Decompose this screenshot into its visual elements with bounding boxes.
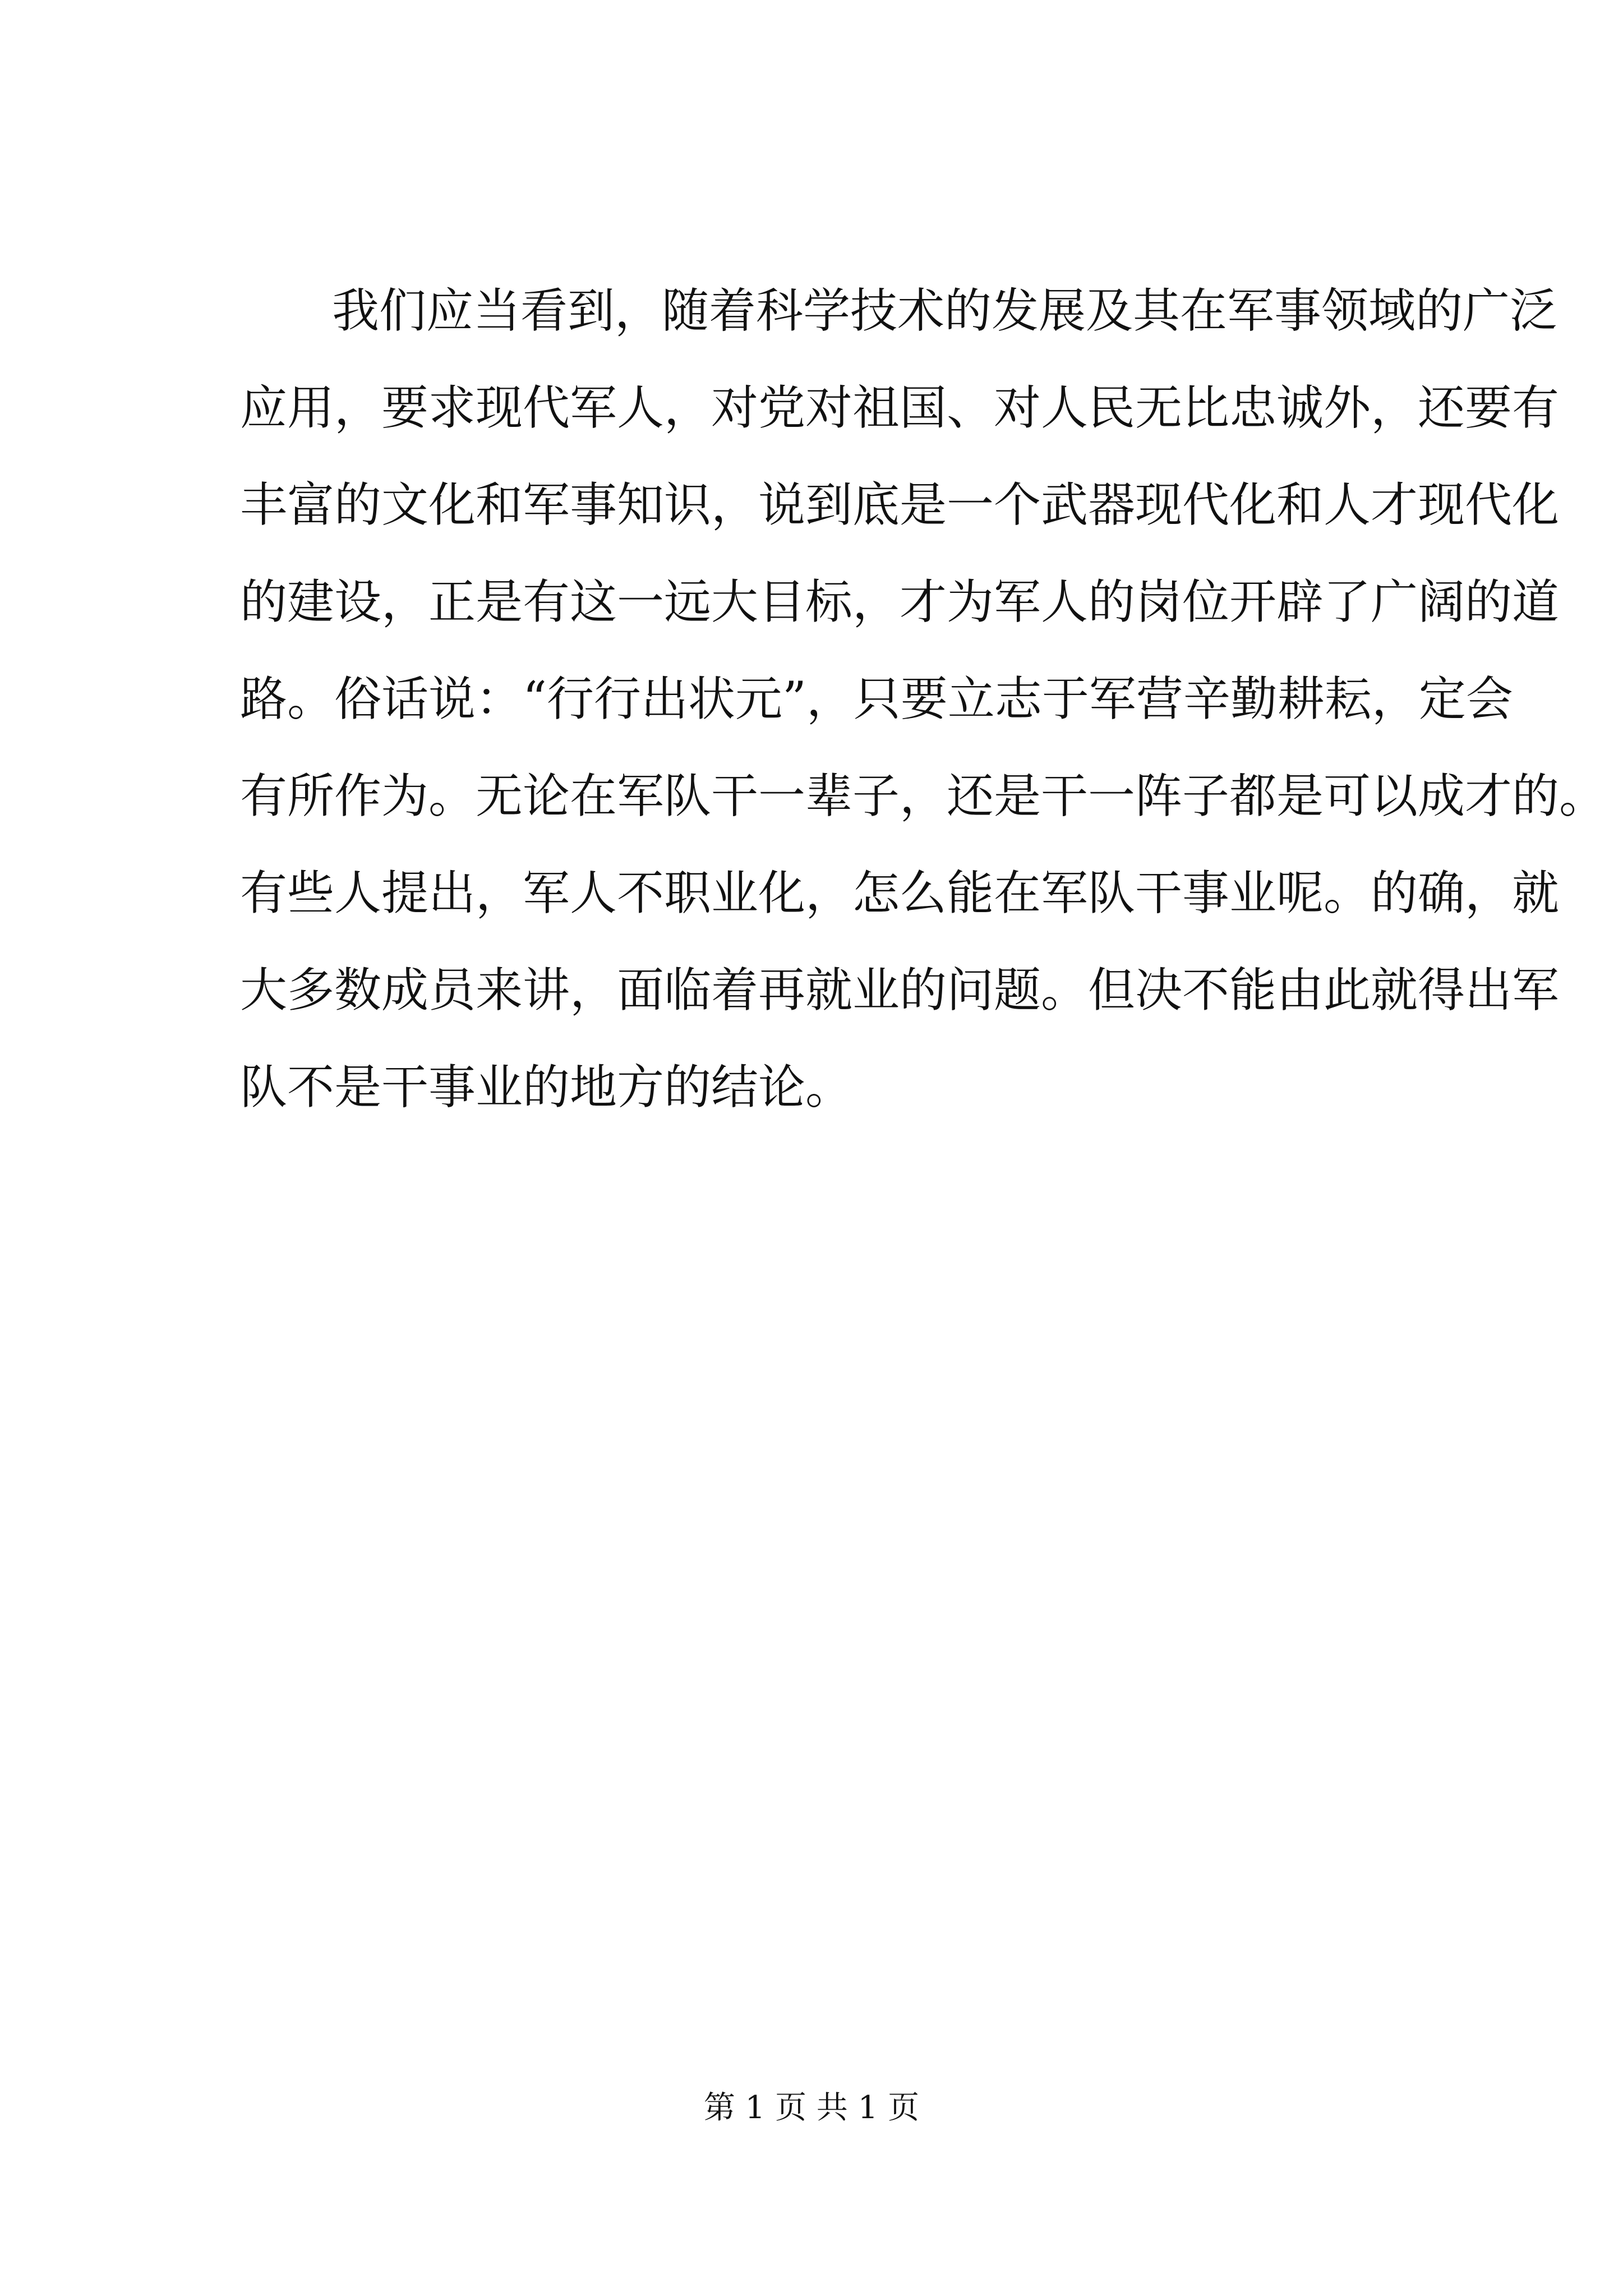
paragraph-line: 大多数成员来讲，面临着再就业的问题。但决不能由此就得出军: [240, 963, 1560, 1018]
page-number-footer: 第 1 页 共 1 页: [703, 2090, 920, 2126]
body-paragraph: [240, 263, 1607, 1136]
paragraph-line: 有所作为。无论在军队干一辈子，还是干一阵子都是可以成才的。: [240, 769, 1607, 823]
paragraph-line: 的建设，正是有这一远大目标，才为军人的岗位开辟了广阔的道: [240, 574, 1560, 629]
paragraph-line: 路。俗话说：“行行出状元”，只要立志于军营辛勤耕耘，定会: [240, 671, 1513, 726]
paragraph-line: 我们应当看到，随着科学技术的发展及其在军事领域的广泛: [332, 283, 1557, 338]
paragraph-line: 有些人提出，军人不职业化，怎么能在军队干事业呢。的确，就: [240, 866, 1560, 921]
paragraph-line: 应用，要求现代军人，对党对祖国、对人民无比忠诚外，还要有: [240, 380, 1560, 435]
paragraph-line: 队不是干事业的地方的结论。: [240, 1060, 853, 1115]
paragraph-line: 丰富的文化和军事知识，说到底是一个武器现代化和人才现代化: [240, 477, 1560, 532]
